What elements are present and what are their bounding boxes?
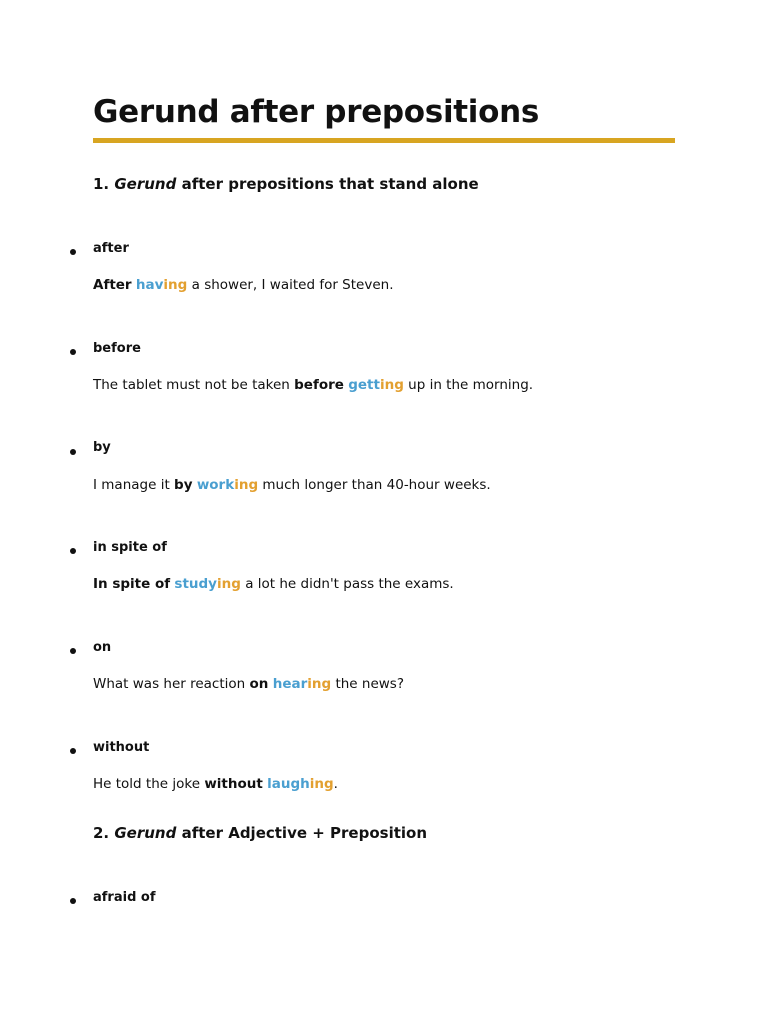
- bullet-dot: [70, 349, 76, 355]
- gerund-suffix: ing: [163, 277, 188, 293]
- example-lead: He told the joke: [93, 776, 201, 792]
- example-without: [93, 774, 338, 794]
- example-preposition: In spite of: [93, 576, 171, 592]
- gerund-stem: study: [174, 576, 217, 592]
- bullet-dot: [70, 898, 76, 904]
- example-rest: up in the morning.: [408, 377, 534, 393]
- bullet-dot: [70, 648, 76, 654]
- bullet-dot: [70, 249, 76, 255]
- title-underline-rule: [93, 138, 675, 143]
- example-lead: I manage it: [93, 477, 170, 493]
- example-preposition: before: [294, 377, 344, 393]
- example-rest: a lot he didn't pass the exams.: [245, 576, 454, 592]
- section-gerund-word: Gerund: [114, 175, 177, 193]
- example-before: [93, 375, 533, 395]
- section-heading-text: after Adjective + Preposition: [181, 824, 428, 842]
- term-before: before: [93, 341, 141, 356]
- gerund-suffix: ing: [309, 776, 334, 792]
- section-number: 1.: [93, 175, 110, 193]
- gerund-stem: laugh: [267, 776, 310, 792]
- term-in-spite-of: in spite of: [93, 540, 167, 555]
- section-heading-1: [93, 173, 479, 195]
- term-by: by: [93, 440, 111, 455]
- section-heading-2: [93, 822, 427, 844]
- example-preposition: by: [174, 477, 193, 493]
- gerund-suffix: ing: [379, 377, 404, 393]
- gerund-stem: work: [196, 477, 235, 493]
- gerund-stem: gett: [348, 377, 380, 393]
- section-gerund-word: Gerund: [114, 824, 177, 842]
- term-afraid-of: afraid of: [93, 890, 156, 905]
- gerund-stem: hav: [135, 277, 164, 293]
- example-preposition: without: [204, 776, 263, 792]
- example-lead: The tablet must not be taken: [93, 377, 290, 393]
- gerund-stem: hear: [272, 676, 308, 692]
- page-title: Gerund after prepositions: [93, 94, 540, 130]
- term-without: without: [93, 740, 150, 755]
- bullet-dot: [70, 748, 76, 754]
- example-by: [93, 475, 491, 495]
- bullet-dot: [70, 449, 76, 455]
- section-heading-text: after prepositions that stand alone: [181, 175, 479, 193]
- example-preposition: After: [93, 277, 132, 293]
- example-after: [93, 275, 393, 295]
- example-rest: the news?: [335, 676, 405, 692]
- section-number: 2.: [93, 824, 110, 842]
- bullet-dot: [70, 548, 76, 554]
- example-rest: a shower, I waited for Steven.: [191, 277, 394, 293]
- example-rest: much longer than 40-hour weeks.: [262, 477, 491, 493]
- term-after: after: [93, 241, 129, 256]
- example-preposition: on: [249, 676, 269, 692]
- gerund-suffix: ing: [217, 576, 241, 592]
- example-rest: .: [333, 776, 338, 792]
- example-on: [93, 674, 404, 694]
- gerund-suffix: ing: [234, 477, 259, 493]
- example-in-spite-of: [93, 574, 454, 594]
- gerund-suffix: ing: [307, 676, 332, 692]
- term-on: on: [93, 640, 112, 655]
- example-lead: What was her reaction: [93, 676, 246, 692]
